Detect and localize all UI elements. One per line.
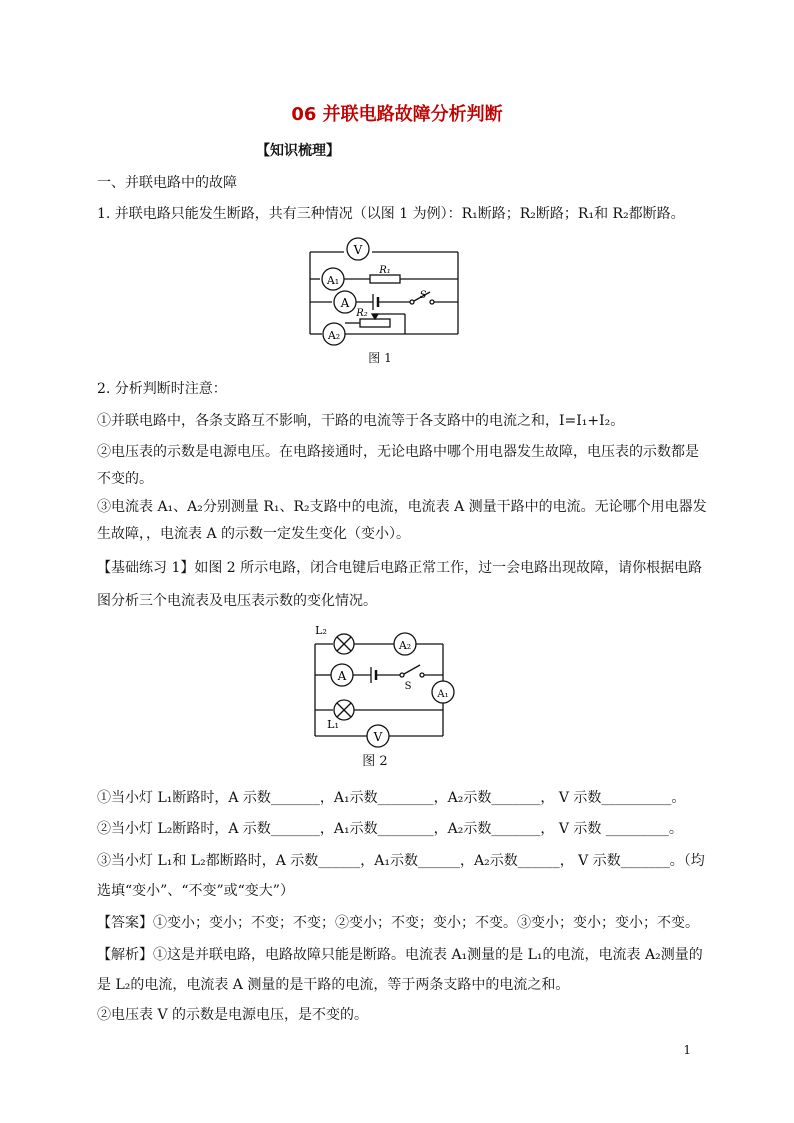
fig2-switch-label: S <box>404 681 412 692</box>
section-heading: 【知识梳理】 <box>256 143 340 159</box>
point-2-heading: 2. 分析判断时注意： <box>97 381 227 397</box>
fig2-ammeter-label: A <box>337 669 347 683</box>
note-2-line-2: 不变的。 <box>97 471 153 487</box>
question-3-line-1: ③当小灯 L₁和 L₂都断路时，A 示数______，A₁示数______，A₂示数______， V 示数_______。（均 <box>97 853 705 869</box>
fig1-resistor-1-label: R₁ <box>379 265 391 276</box>
question-1: ①当小灯 L₁断路时，A 示数_______，A₁示数________，A₂示数_______， V 示数__________。 <box>97 790 686 806</box>
fig2-ammeter-2-label: A₂ <box>398 639 412 652</box>
analysis-line-2: 是 L₂的电流，电流表 A 测量的是干路的电流，等于两条支路中的电流之和。 <box>97 977 570 993</box>
subsection-heading: 一、并联电路中的故障 <box>97 175 237 191</box>
figure-2-caption: 图 2 <box>362 754 388 769</box>
fig2-lamp-1-label: L₁ <box>327 718 339 731</box>
switch-icon <box>400 673 404 677</box>
analysis-line-1: 【解析】①这是并联电路，电路故障只能是断路。电流表 A₁测量的是 L₁的电流，电流表 A₂测量的 <box>97 947 703 963</box>
note-3-line-1: ③电流表 A₁、A₂分别测量 R₁、R₂支路中的电流，电流表 A 测量干路中的电流。无论哪个用电器发 <box>97 499 707 515</box>
exercise-line-1: 【基础练习 1】如图 2 所示电路，闭合电键后电路正常工作，过一会电路出现故障，请你根据电路 <box>97 560 703 576</box>
fig1-switch-label: S <box>419 290 427 301</box>
page-title: 06 并联电路故障分析判断 <box>291 104 503 125</box>
fig2-voltmeter-label: V <box>373 730 383 744</box>
question-2: ②当小灯 L₂断路时，A 示数_______，A₁示数________，A₂示数_______， V 示数 _________。 <box>97 821 683 837</box>
figure-1-caption: 图 1 <box>368 351 392 365</box>
switch-icon <box>410 300 414 304</box>
page-number: 1 <box>683 1043 691 1057</box>
figure-1-circuit <box>300 234 470 349</box>
exercise-line-2: 图分析三个电流表及电压表示数的变化情况。 <box>97 593 377 609</box>
analysis-line-3: ②电压表 V 的示数是电源电压，是不变的。 <box>97 1007 369 1023</box>
fig1-resistor-2-label: R₂ <box>356 308 368 319</box>
figure-2-circuit <box>305 622 465 752</box>
fig1-ammeter-2-label: A₂ <box>327 329 341 342</box>
resistor-r1-icon <box>370 275 400 283</box>
answer: 【答案】①变小；变小；不变；不变；②变小；不变；变小；不变。③变小；变小；变小；不变。 <box>97 915 699 931</box>
fig1-ammeter-label: A <box>340 296 350 310</box>
fig1-voltmeter-label: V <box>353 243 363 257</box>
fig1-ammeter-1-label: A₁ <box>326 274 340 287</box>
note-2-line-1: ②电压表的示数是电源电压。在电路接通时，无论电路中哪个用电器发生故障，电压表的示数都是 <box>97 444 699 460</box>
question-3-line-2: 选填“变小”、“不变”或“变大”） <box>97 883 294 899</box>
fig2-lamp-2-label: L₂ <box>315 624 327 637</box>
note-1: ①并联电路中，各条支路互不影响，干路的电流等于各支路中的电流之和，I=I₁+I₂。 <box>97 413 625 429</box>
note-3-line-2: 生故障，，电流表 A 的示数一定发生变化（变小）。 <box>97 526 411 542</box>
point-1: 1. 并联电路只能发生断路，共有三种情况（以图 1 为例）：R₁断路；R₂断路；R₁和 R₂都断路。 <box>97 206 685 222</box>
fig2-ammeter-1-label: A₁ <box>437 689 449 700</box>
